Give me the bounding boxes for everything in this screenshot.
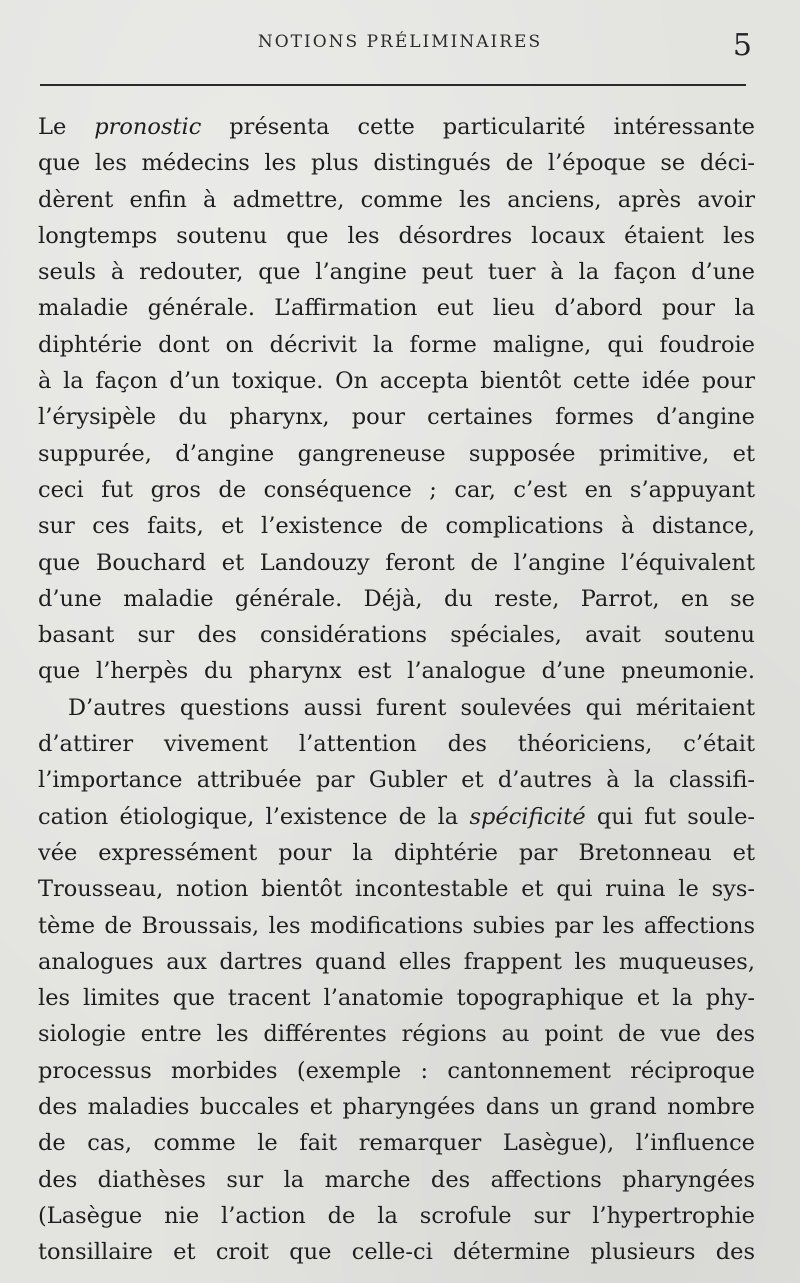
text-line: vée expressément pour la diphtérie par Bretonneau et — [38, 839, 755, 866]
text-line: que l’herpès du pharynx est l’analogue d’une pneumonie. — [38, 658, 755, 685]
text-line: basant sur des considérations spéciales, avait soutenu — [38, 622, 755, 649]
page-number: 5 — [732, 28, 752, 63]
text-line: que les médecins les plus distingués de l’époque se déci- — [38, 150, 755, 177]
text-segment: cation étiologique, l’existence de la — [38, 803, 470, 830]
text-line: des diathèses sur la marche des affections pharyngées — [38, 1166, 755, 1193]
text-line: l’importance attribuée par Gubler et d’autres à la classifi- — [38, 767, 755, 794]
text-line: à la façon d’un toxique. On accepta bientôt cette idée pour — [38, 368, 755, 395]
text-line: maladie générale. L’affirmation eut lieu d’abord pour la — [38, 295, 755, 322]
text-line: tème de Broussais, les modifications subies par les affections — [38, 912, 755, 939]
text-line: que Bouchard et Landouzy feront de l’angine l’équivalent — [38, 549, 755, 576]
text-line: tonsillaire et croit que celle-ci détermine plusieurs des — [38, 1239, 755, 1266]
text-line: (Lasègue nie l’action de la scrofule sur l’hypertrophie — [38, 1202, 755, 1229]
text-line: suppurée, d’angine gangreneuse supposée primitive, et — [38, 440, 755, 467]
text-segment: qui fut soule- — [585, 803, 755, 830]
italic-term: spécificité — [469, 803, 586, 830]
text-line: siologie entre les différentes régions au point de vue des — [38, 1021, 755, 1048]
header-rule — [40, 84, 746, 86]
text-line — [38, 109, 755, 145]
text-line: sur ces faits, et l’existence de complications à distance, — [38, 513, 755, 540]
text-line: les limites que tracent l’anatomie topographique et la phy- — [38, 985, 755, 1012]
text-line: D’autres questions aussi furent soulevées qui méritaient — [68, 694, 755, 721]
running-head — [0, 28, 800, 64]
text-line: l’érysipèle du pharynx, pour certaines formes d’angine — [38, 404, 755, 431]
text-line: de cas, comme le fait remarquer Lasègue), l’influence — [38, 1130, 755, 1157]
text-line — [38, 799, 755, 835]
text-line: longtemps soutenu que les désordres locaux étaient les — [38, 222, 755, 249]
text-line: processus morbides (exemple : cantonnement réciproque — [38, 1057, 755, 1084]
running-title: NOTIONS PRÉLIMINAIRES — [257, 32, 543, 52]
text-line: dèrent enfin à admettre, comme les anciens, après avoir — [38, 186, 755, 213]
text-line: diphtérie dont on décrivit la forme maligne, qui foudroie — [38, 331, 755, 358]
text-line: d’attirer vivement l’attention des théoriciens, c’était — [38, 731, 755, 758]
text-line: ceci fut gros de conséquence ; car, c’est en s’appuyant — [38, 476, 755, 503]
text-line: analogues aux dartres quand elles frappent les muqueuses, — [38, 948, 755, 975]
body-text — [38, 109, 755, 1271]
text-segment: présenta cette particularité intéressante — [201, 114, 755, 140]
text-line: seuls à redouter, que l’angine peut tuer à la façon d’une — [38, 259, 755, 286]
text-segment: Le — [38, 114, 95, 140]
text-line: d’une maladie générale. Déjà, du reste, Parrot, en se — [38, 585, 755, 612]
text-line: des maladies buccales et pharyngées dans un grand nombre — [38, 1094, 755, 1121]
text-line: Trousseau, notion bientôt incontestable et qui ruina le sys- — [38, 876, 755, 903]
italic-term: pronostic — [94, 114, 202, 140]
